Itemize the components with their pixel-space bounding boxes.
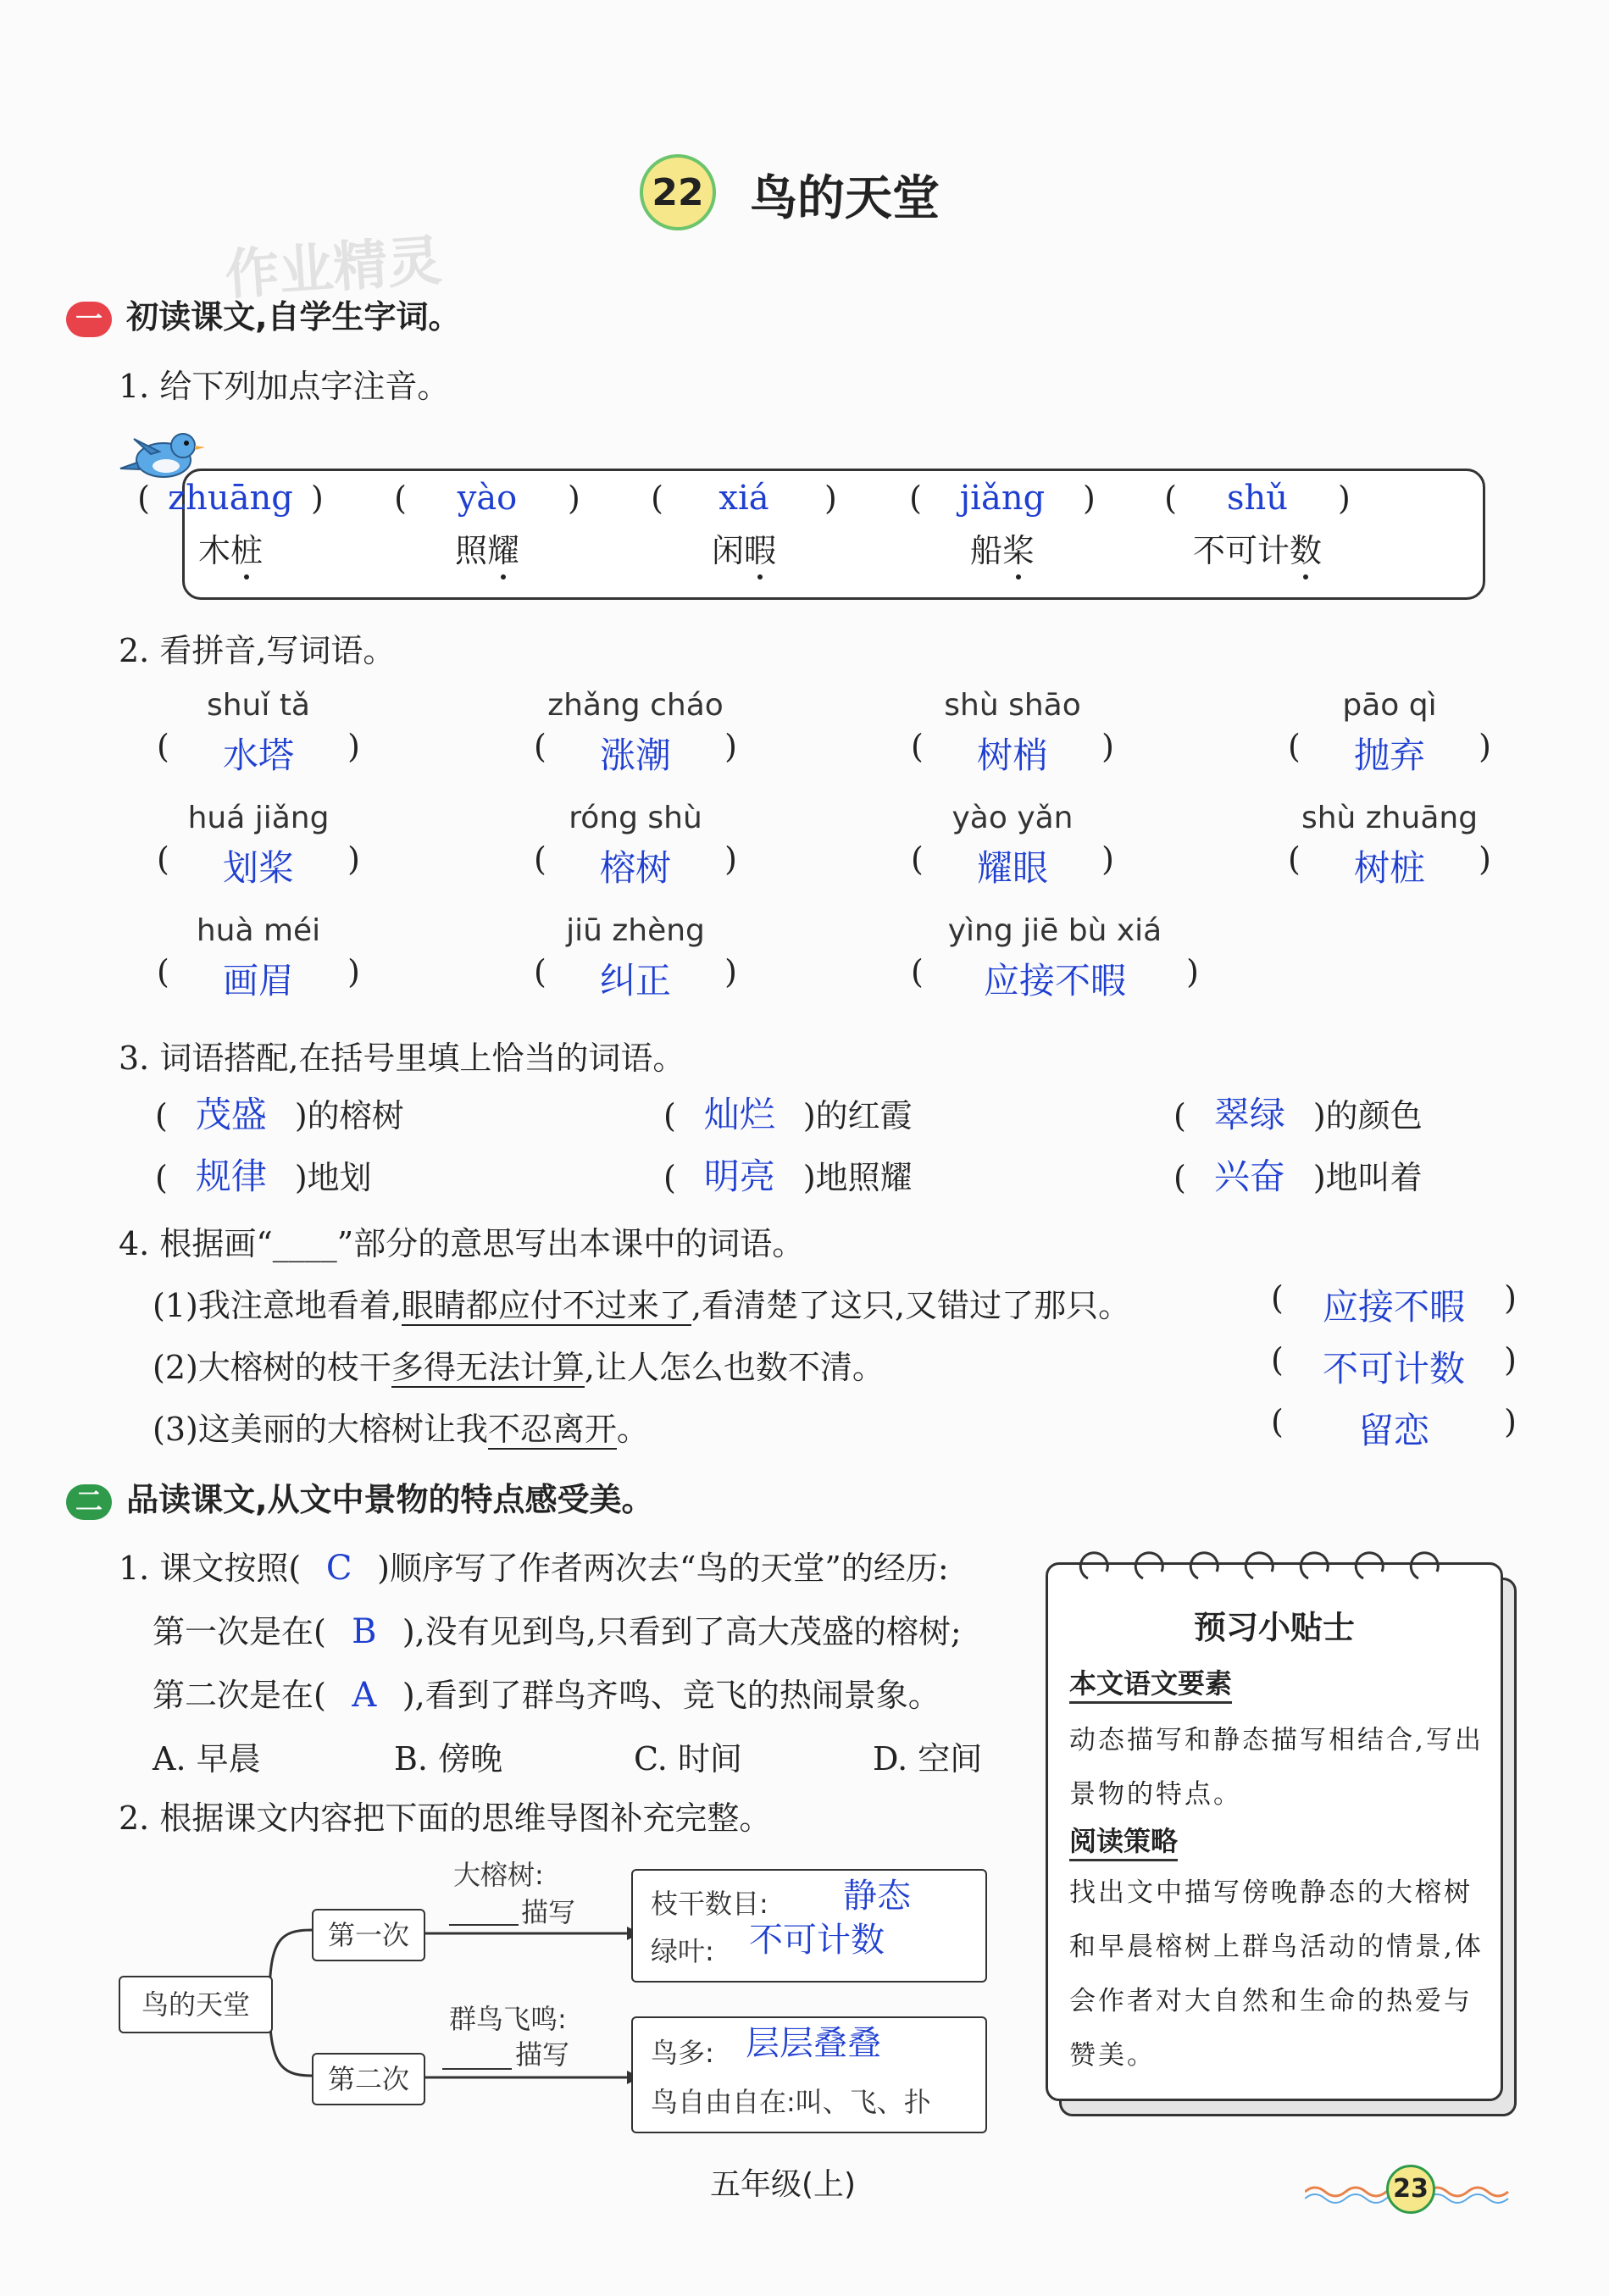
pinyin-label: shù shāo <box>944 688 1081 723</box>
pinyin-answer: zhuāng <box>168 479 293 518</box>
q3-prompt: 3. 词语搭配,在括号里填上恰当的词语。 <box>119 1040 685 1077</box>
mindmap-label1-bottom: 描写 <box>521 1896 576 1928</box>
mindmap-box2-line2: 鸟自由自在:叫、飞、扑 <box>651 2086 931 2118</box>
close-paren: ) <box>347 953 360 990</box>
q2-prompt: 2. 看拼音,写词语。 <box>119 632 396 669</box>
mindmap-root-label: 鸟的天堂 <box>141 1988 250 2021</box>
word-prefix: 船 <box>969 532 1002 569</box>
meaning-answer: 留恋 <box>1357 1410 1429 1451</box>
meaning-underlined: 多得无法计算 <box>391 1349 585 1386</box>
pinyin-label: huà méi <box>196 913 321 948</box>
s2-q2-prompt: 2. 根据课文内容把下面的思维导图补充完整。 <box>119 1800 772 1837</box>
mindmap-box2-answer: 层层叠叠 <box>746 2024 881 2063</box>
mindmap-label2-bottom: 描写 <box>515 2038 570 2071</box>
tips-title: 预习小贴士 <box>1193 1609 1355 1646</box>
pinyin-label: shù zhuāng <box>1301 801 1479 835</box>
pinyin-label: pāo qì <box>1342 688 1437 723</box>
footer-grade: 五年级(上) <box>710 2167 857 2202</box>
open-paren: ( <box>909 480 922 517</box>
close-paren: ) <box>1083 480 1096 517</box>
word-answer: 耀眼 <box>976 847 1048 889</box>
section2-title: 品读课文,从文中景物的特点感受美。 <box>126 1481 654 1518</box>
open-paren: ( <box>534 840 547 878</box>
pinyin-answer: jiǎng <box>959 479 1046 518</box>
close-paren: ) <box>1504 1403 1517 1440</box>
tips-heading1: 本文语文要素 <box>1069 1662 1232 1704</box>
open-paren: ( <box>1288 728 1301 765</box>
s2-q1-option-b: B. 傍晚 <box>394 1740 503 1777</box>
dotted-char: 桨 <box>1002 532 1035 569</box>
spiral-rings <box>1046 1538 1503 1597</box>
open-paren: ( <box>1271 1279 1284 1317</box>
open-paren: ( <box>155 1097 168 1134</box>
collocation-suffix: )的红霞 <box>802 1097 913 1134</box>
collocation-answer: 翠绿 <box>1213 1094 1285 1135</box>
tips-heading2: 阅读策略 <box>1069 1820 1178 1861</box>
open-paren: ( <box>394 480 407 517</box>
mindmap-first <box>312 1909 425 1961</box>
open-paren: ( <box>157 953 169 990</box>
meaning-underlined: 不忍离开 <box>487 1411 617 1448</box>
s2-q1-answer3: A <box>352 1676 377 1715</box>
meaning-pre: (2)大榕树的枝干 <box>153 1349 391 1386</box>
open-paren: ( <box>663 1097 676 1134</box>
word-answer: 榕树 <box>599 847 671 889</box>
s2-q1-answer1: C <box>325 1549 352 1588</box>
s2-q1-line3-pre: 第二次是在( <box>153 1677 326 1714</box>
dotted-char: 暇 <box>744 532 777 569</box>
collocation-answer: 兴奋 <box>1213 1156 1285 1197</box>
open-paren: ( <box>534 953 547 990</box>
pinyin-label: jiū zhèng <box>566 913 705 948</box>
word-answer: 涨潮 <box>599 735 671 776</box>
close-paren: ) <box>724 840 737 878</box>
close-paren: ) <box>1504 1341 1517 1378</box>
meaning-underlined: 眼睛都应付不过来了 <box>401 1287 691 1324</box>
word-answer: 树桩 <box>1353 847 1425 889</box>
close-paren: ) <box>824 480 837 517</box>
collocation-suffix: )的榕树 <box>294 1097 404 1134</box>
watermark: 作业精灵 <box>223 230 444 308</box>
collocation-answer: 茂盛 <box>195 1094 267 1135</box>
open-paren: ( <box>157 728 169 765</box>
open-paren: ( <box>155 1159 168 1196</box>
word-answer: 纠正 <box>599 960 671 1001</box>
lesson-number: 22 <box>652 171 704 214</box>
meaning-answer: 应接不暇 <box>1322 1286 1465 1328</box>
pinyin-label: shuǐ tǎ <box>206 688 310 723</box>
word-prefix: 闲 <box>711 532 744 569</box>
close-paren: ) <box>1479 840 1491 878</box>
s2-q1-option-c: C. 时间 <box>634 1740 742 1777</box>
mindmap-box1-answer2: 不可计数 <box>749 1921 885 1960</box>
close-paren: ) <box>1101 728 1114 765</box>
pinyin-answer: shǔ <box>1226 479 1289 518</box>
pinyin-label: yào yǎn <box>952 801 1074 835</box>
pinyin-label: róng shù <box>569 801 702 835</box>
mindmap-label2-top: 群鸟飞鸣: <box>449 2003 567 2035</box>
mindmap-first-label: 第一次 <box>327 1919 409 1951</box>
collocation-suffix: )地叫着 <box>1312 1159 1423 1196</box>
open-paren: ( <box>1173 1159 1186 1196</box>
open-paren: ( <box>534 728 547 765</box>
close-paren: ) <box>1101 840 1114 878</box>
word-answer: 画眉 <box>222 960 294 1001</box>
s2-q1-line1-post: )顺序写了作者两次去“鸟的天堂”的经历: <box>377 1550 949 1587</box>
s2-q1-line2-post: ),没有见到鸟,只看到了高大茂盛的榕树; <box>402 1613 962 1650</box>
meaning-answer: 不可计数 <box>1322 1348 1465 1389</box>
close-paren: ) <box>724 728 737 765</box>
q1-prompt: 1. 给下列加点字注音。 <box>119 368 450 405</box>
open-paren: ( <box>1288 840 1301 878</box>
collocation-answer: 灿烂 <box>703 1094 775 1135</box>
pinyin-answer: yào <box>457 479 518 518</box>
close-paren: ) <box>724 953 737 990</box>
s2-q1-line1-pre: 1. 课文按照( <box>119 1550 302 1587</box>
dotted-char: 数 <box>1290 532 1323 569</box>
meaning-post: ,让人怎么也数不清。 <box>584 1349 885 1386</box>
collocation-suffix: )地划 <box>294 1159 372 1196</box>
close-paren: ) <box>347 840 360 878</box>
page-number: 23 <box>1393 2174 1429 2204</box>
close-paren: ) <box>1479 728 1491 765</box>
mindmap-box1-answer1: 静态 <box>843 1877 911 1916</box>
open-paren: ( <box>651 480 663 517</box>
open-paren: ( <box>1271 1403 1284 1440</box>
s2-q1-option-d: D. 空间 <box>873 1740 983 1777</box>
word-answer: 划桨 <box>222 847 294 889</box>
s2-q1-answer2: B <box>352 1612 377 1651</box>
mindmap-box1-line2: 绿叶: <box>651 1935 714 1967</box>
meaning-pre: (3)这美丽的大榕树让我 <box>153 1411 488 1448</box>
close-paren: ) <box>347 728 360 765</box>
open-paren: ( <box>911 840 924 878</box>
section2-badge: 二 <box>66 1484 112 1520</box>
collocation-answer: 明亮 <box>703 1156 775 1197</box>
mindmap-root <box>119 1976 273 2033</box>
s2-q1-option-a: A. 早晨 <box>153 1740 261 1777</box>
close-paren: ) <box>1338 480 1351 517</box>
word-prefix: 不可计 <box>1192 532 1290 569</box>
close-paren: ) <box>1504 1279 1517 1317</box>
open-paren: ( <box>1173 1097 1186 1134</box>
open-paren: ( <box>157 840 169 878</box>
open-paren: ( <box>137 480 150 517</box>
pinyin-answer: xiá <box>719 479 769 518</box>
word-answer: 水塔 <box>222 735 294 776</box>
open-paren: ( <box>663 1159 676 1196</box>
pinyin-label: zhǎng cháo <box>547 688 724 723</box>
open-paren: ( <box>911 953 924 990</box>
collocation-suffix: )的颜色 <box>1312 1097 1423 1134</box>
collocation-answer: 规律 <box>195 1156 267 1197</box>
tips-paragraph2: 找出文中描写傍晚静态的大榕树和早晨榕树上群鸟活动的情景,体会作者对大自然和生命的热爱与赞美。 <box>1069 1877 1484 2071</box>
open-paren: ( <box>911 728 924 765</box>
s2-q1-line3-post: ),看到了群鸟齐鸣、竞飞的热闹景象。 <box>402 1677 940 1714</box>
pinyin-label: yìng jiē bù xiá <box>947 913 1162 948</box>
page-title: 鸟的天堂 <box>750 171 940 226</box>
close-paren: ) <box>568 480 580 517</box>
pinyin-label: huá jiǎng <box>187 801 330 835</box>
meaning-post: ,看清楚了这只,又错过了那只。 <box>691 1287 1131 1324</box>
mindmap-second <box>312 2053 425 2105</box>
close-paren: ) <box>311 480 324 517</box>
mindmap-box2-line1: 鸟多: <box>651 2037 714 2069</box>
meaning-post: 。 <box>616 1411 649 1448</box>
dotted-char: 桩 <box>230 532 264 569</box>
page-number-badge <box>1386 2165 1435 2214</box>
word-answer: 应接不暇 <box>983 960 1126 1001</box>
mindmap-label1-top: 大榕树: <box>453 1859 544 1891</box>
s2-q1-line2-pre: 第一次是在( <box>153 1613 326 1650</box>
word-answer: 抛弃 <box>1353 735 1425 776</box>
word-answer: 树梢 <box>976 735 1048 776</box>
meaning-pre: (1)我注意地看着, <box>153 1287 402 1324</box>
close-paren: ) <box>1186 953 1199 990</box>
word-prefix: 木 <box>197 532 230 569</box>
open-paren: ( <box>1164 480 1177 517</box>
collocation-suffix: )地照耀 <box>802 1159 913 1196</box>
q4-prompt: 4. 根据画“____”部分的意思写出本课中的词语。 <box>119 1225 805 1262</box>
dotted-char: 耀 <box>487 532 520 569</box>
mindmap-second-label: 第二次 <box>327 2063 409 2095</box>
open-paren: ( <box>1271 1341 1284 1378</box>
section1-title: 初读课文,自学生字词。 <box>126 298 461 336</box>
section1-badge: 一 <box>66 302 112 337</box>
tips-paragraph1: 动态描写和静态描写相结合,写出景物的特点。 <box>1069 1725 1484 1810</box>
word-prefix: 照 <box>454 532 487 569</box>
mindmap-box1-line1: 枝干数目: <box>651 1888 768 1920</box>
